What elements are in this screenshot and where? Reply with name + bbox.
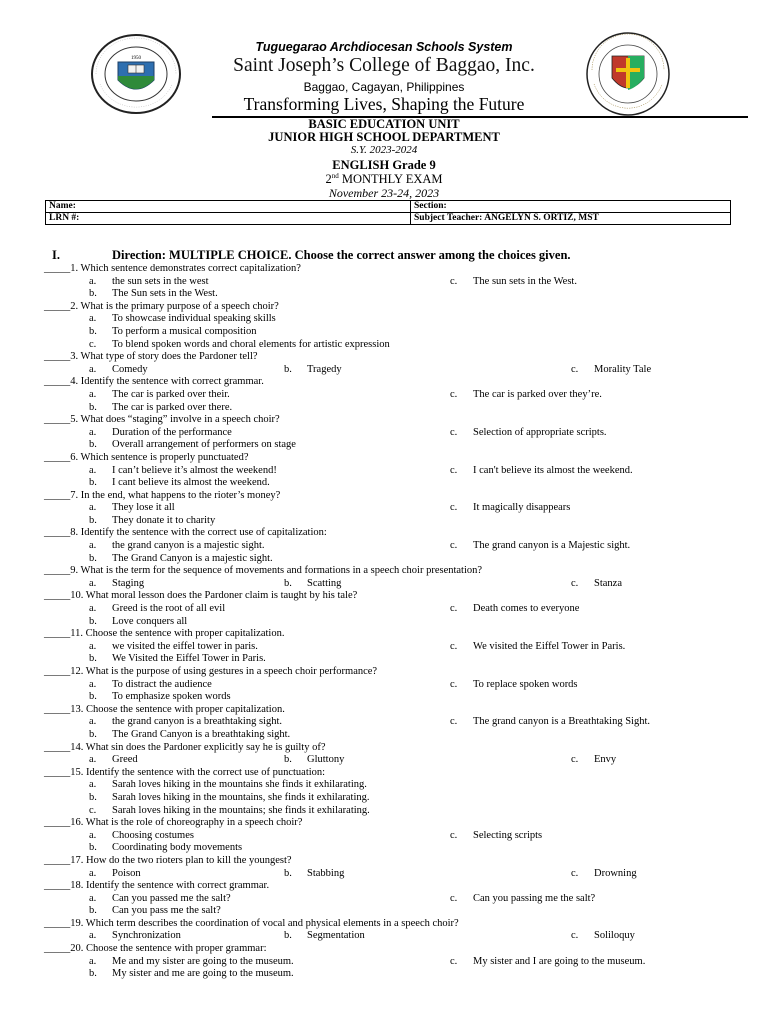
choice-20-c: c. My sister and I are going to the museum. [450, 955, 646, 967]
choice-13-a: a. the grand canyon is a breathtaking sight. [89, 716, 282, 728]
answer-blank[interactable]: _____ [44, 943, 71, 955]
choice-11-c: c. We visited the Eiffel Tower in Paris. [450, 640, 626, 652]
answer-blank[interactable]: _____ [44, 880, 71, 892]
choice-17-a: a. Poison [89, 867, 141, 879]
school-name: Saint Joseph’s College of Baggao, Inc. [233, 55, 535, 76]
choice-14-c: c. Envy [571, 754, 617, 766]
name-field[interactable]: Name: [46, 201, 411, 213]
choice-7-b: b. They donate it to charity [89, 514, 216, 526]
question-6 [44, 452, 744, 465]
question-text: 19. Which term describes the coordination of vocal and physical elements in a speech choir? [70, 917, 459, 929]
question-text: 7. In the end, what happens to the rioter’s money? [70, 489, 281, 501]
question-text: 20. Choose the sentence with proper grammar: [70, 943, 267, 955]
question-13 [44, 704, 744, 717]
answer-blank[interactable]: _____ [44, 351, 71, 363]
question-text: 17. How do the two rioters plan to kill the youngest? [70, 854, 292, 866]
department-title: JUNIOR HIGH SCHOOL DEPARTMENT [268, 130, 500, 144]
choice-13-b: b. The Grand Canyon is a breathtaking sight. [89, 728, 291, 740]
choice-4-c: c. The car is parked over they’re. [450, 388, 602, 400]
question-text: 8. Identify the sentence with the correct use of capitalization: [70, 527, 327, 539]
choice-8-b: b. The Grand Canyon is a majestic sight. [89, 552, 273, 564]
svg-text:1950: 1950 [131, 56, 141, 61]
choice-12-c: c. To replace spoken words [450, 678, 578, 690]
choice-8-c: c. The grand canyon is a Majestic sight. [450, 540, 631, 552]
choice-17-c: c. Drowning [571, 867, 637, 879]
choice-15-c: c. Sarah loves hiking in the mountains; she finds it exhilarating. [89, 804, 370, 816]
question-text: 6. Which sentence is properly punctuated? [70, 451, 249, 463]
choice-1-a: a. the sun sets in the west [89, 275, 209, 287]
choice-6-c: c. I can't believe its almost the weekend. [450, 464, 633, 476]
choice-6-a: a. I can’t believe it’s almost the weekend! [89, 464, 277, 476]
question-4 [44, 376, 744, 389]
question-text: 1. Which sentence demonstrates correct capitalization? [70, 263, 301, 274]
question-8 [44, 527, 744, 540]
choice-16-a: a. Choosing costumes [89, 829, 194, 841]
choice-4-a: a. The car is parked over their. [89, 388, 230, 400]
choice-15-b: b. Sarah loves hiking in the mountains, she finds it exhilarating. [89, 791, 370, 803]
choice-18-a: a. Can you passed me the salt? [89, 892, 231, 904]
choice-16-c: c. Selecting scripts [450, 829, 543, 841]
choice-18-c: c. Can you passing me the salt? [450, 892, 596, 904]
question-text: 16. What is the role of choreography in a speech choir? [70, 817, 303, 829]
choice-20-b: b. My sister and me are going to the museum. [89, 968, 294, 980]
question-text: 13. Choose the sentence with proper capitalization. [70, 703, 285, 715]
choice-3-c: c. Morality Tale [571, 363, 652, 375]
choice-2-b: b. To perform a musical composition [89, 325, 257, 337]
choice-19-c: c. Soliloquy [571, 930, 635, 942]
choice-10-a: a. Greed is the root of all evil [89, 603, 226, 615]
school-motto: Transforming Lives, Shaping the Future [243, 94, 525, 114]
choice-9-c: c. Stanza [571, 577, 622, 589]
direction: I. Direction: MULTIPLE CHOICE. Choose the correct answer among the choices given. [52, 248, 571, 262]
choice-8-a: a. the grand canyon is a majestic sight. [89, 540, 265, 552]
answer-blank[interactable]: _____ [44, 565, 71, 577]
choice-11-b: b. We Visited the Eiffel Tower in Paris. [89, 653, 266, 665]
student-info-table [45, 200, 731, 225]
answer-blank[interactable]: _____ [44, 414, 71, 426]
choice-7-a: a. They lose it all [89, 502, 175, 514]
exam-dates: November 23-24, 2023 [328, 186, 440, 200]
answer-blank[interactable]: _____ [44, 527, 71, 539]
choice-2-c: c. To blend spoken words and choral elements for artistic expression [89, 338, 390, 350]
question-10 [44, 590, 744, 603]
answer-blank[interactable]: _____ [44, 917, 71, 929]
choice-2-a: a. To showcase individual speaking skills [89, 313, 276, 325]
question-9 [44, 565, 744, 578]
question-text: 14. What sin does the Pardoner explicitly say he is guilty of? [70, 741, 326, 753]
choice-15-a: a. Sarah loves hiking in the mountains she finds it exhilarating. [89, 779, 367, 791]
choice-14-a: a. Greed [89, 754, 138, 766]
question-20 [44, 943, 744, 956]
choice-6-b: b. I cant believe its almost the weekend. [89, 477, 270, 489]
answer-blank[interactable]: _____ [44, 766, 71, 778]
subject-title: ENGLISH Grade 9 [332, 158, 436, 172]
answer-blank[interactable]: _____ [44, 376, 71, 388]
question-text: 5. What does “staging” involve in a speech choir? [70, 414, 280, 426]
answer-blank[interactable]: _____ [44, 628, 71, 640]
choice-1-c: c. The sun sets in the West. [450, 275, 577, 287]
choice-13-c: c. The grand canyon is a Breathtaking Sight. [450, 716, 650, 728]
choice-5-c: c. Selection of appropriate scripts. [450, 426, 607, 438]
choice-9-a: a. Staging [89, 577, 145, 589]
choice-5-a: a. Duration of the performance [89, 426, 232, 438]
school-system-name: Tuguegarao Archdiocesan Schools System [255, 40, 513, 54]
question-1 [44, 263, 744, 276]
answer-blank[interactable]: _____ [44, 741, 71, 753]
choice-10-b: b. Love conquers all [89, 615, 188, 627]
subject-teacher: Subject Teacher: ANGELYN S. ORTIZ, MST [411, 213, 731, 225]
answer-blank[interactable]: _____ [44, 817, 71, 829]
school-year: S.Y. 2023-2024 [350, 144, 418, 156]
section-field[interactable]: Section: [411, 201, 731, 213]
answer-blank[interactable]: _____ [44, 666, 71, 677]
choice-16-b: b. Coordinating body movements [89, 842, 243, 854]
choice-10-c: c. Death comes to everyone [450, 603, 580, 615]
answer-blank[interactable]: _____ [44, 263, 71, 274]
choice-3-b: b. Tragedy [284, 363, 342, 375]
question-text: 11. Choose the sentence with proper capitalization. [70, 628, 285, 640]
question-17 [44, 855, 744, 868]
question-19 [44, 918, 744, 931]
answer-blank[interactable]: _____ [44, 590, 71, 602]
question-text: 10. What moral lesson does the Pardoner claim is taught by his tale? [70, 590, 358, 602]
question-2 [44, 301, 744, 314]
choice-12-a: a. To distract the audience [89, 678, 212, 690]
answer-blank[interactable]: _____ [44, 854, 71, 866]
answer-blank[interactable]: _____ [44, 300, 71, 312]
question-12 [44, 666, 744, 679]
question-text: 12. What is the purpose of using gestures in a speech choir performance? [70, 666, 378, 677]
question-text: 4. Identify the sentence with correct grammar. [70, 376, 264, 388]
choice-18-b: b. Can you pass me the salt? [89, 905, 221, 917]
lrn-field[interactable]: LRN #: [46, 213, 411, 225]
choice-19-b: b. Segmentation [284, 930, 365, 942]
choice-11-a: a. we visited the eiffel tower in paris. [89, 640, 258, 652]
question-list [44, 263, 744, 981]
exam-title: 2nd MONTHLY EXAM [325, 172, 443, 187]
answer-blank[interactable]: _____ [44, 451, 71, 463]
choice-3-a: a. Comedy [89, 363, 148, 375]
question-text: 9. What is the term for the sequence of movements and formations in a speech choir presentation? [70, 565, 483, 577]
question-text: 18. Identify the sentence with correct grammar. [70, 880, 270, 892]
question-18 [44, 880, 744, 893]
question-3 [44, 351, 744, 364]
question-text: 2. What is the primary purpose of a speech choir? [70, 300, 279, 312]
choice-4-b: b. The car is parked over there. [89, 401, 233, 413]
unit-title: BASIC EDUCATION UNIT [308, 117, 460, 131]
choice-1-b: b. The Sun sets in the West. [89, 288, 218, 300]
choice-5-b: b. Overall arrangement of performers on stage [89, 439, 296, 451]
choice-17-b: b. Stabbing [284, 867, 345, 879]
question-text: 15. Identify the sentence with the correct use of punctuation: [70, 766, 326, 778]
question-text: 3. What type of story does the Pardoner tell? [70, 351, 258, 363]
question-14 [44, 742, 744, 755]
question-15 [44, 767, 744, 780]
question-11 [44, 628, 744, 641]
choice-9-b: b. Scatting [284, 577, 342, 589]
question-7 [44, 490, 744, 503]
choice-20-a: a. Me and my sister are going to the museum. [89, 955, 294, 967]
question-16 [44, 817, 744, 830]
choice-7-c: c. It magically disappears [450, 502, 571, 514]
answer-blank[interactable]: _____ [44, 489, 71, 501]
question-5 [44, 414, 744, 427]
choice-12-b: b. To emphasize spoken words [89, 691, 231, 703]
school-address: Baggao, Cagayan, Philippines [303, 80, 465, 94]
answer-blank[interactable]: _____ [44, 703, 71, 715]
choice-14-b: b. Gluttony [284, 754, 345, 766]
choice-19-a: a. Synchronization [89, 930, 181, 942]
